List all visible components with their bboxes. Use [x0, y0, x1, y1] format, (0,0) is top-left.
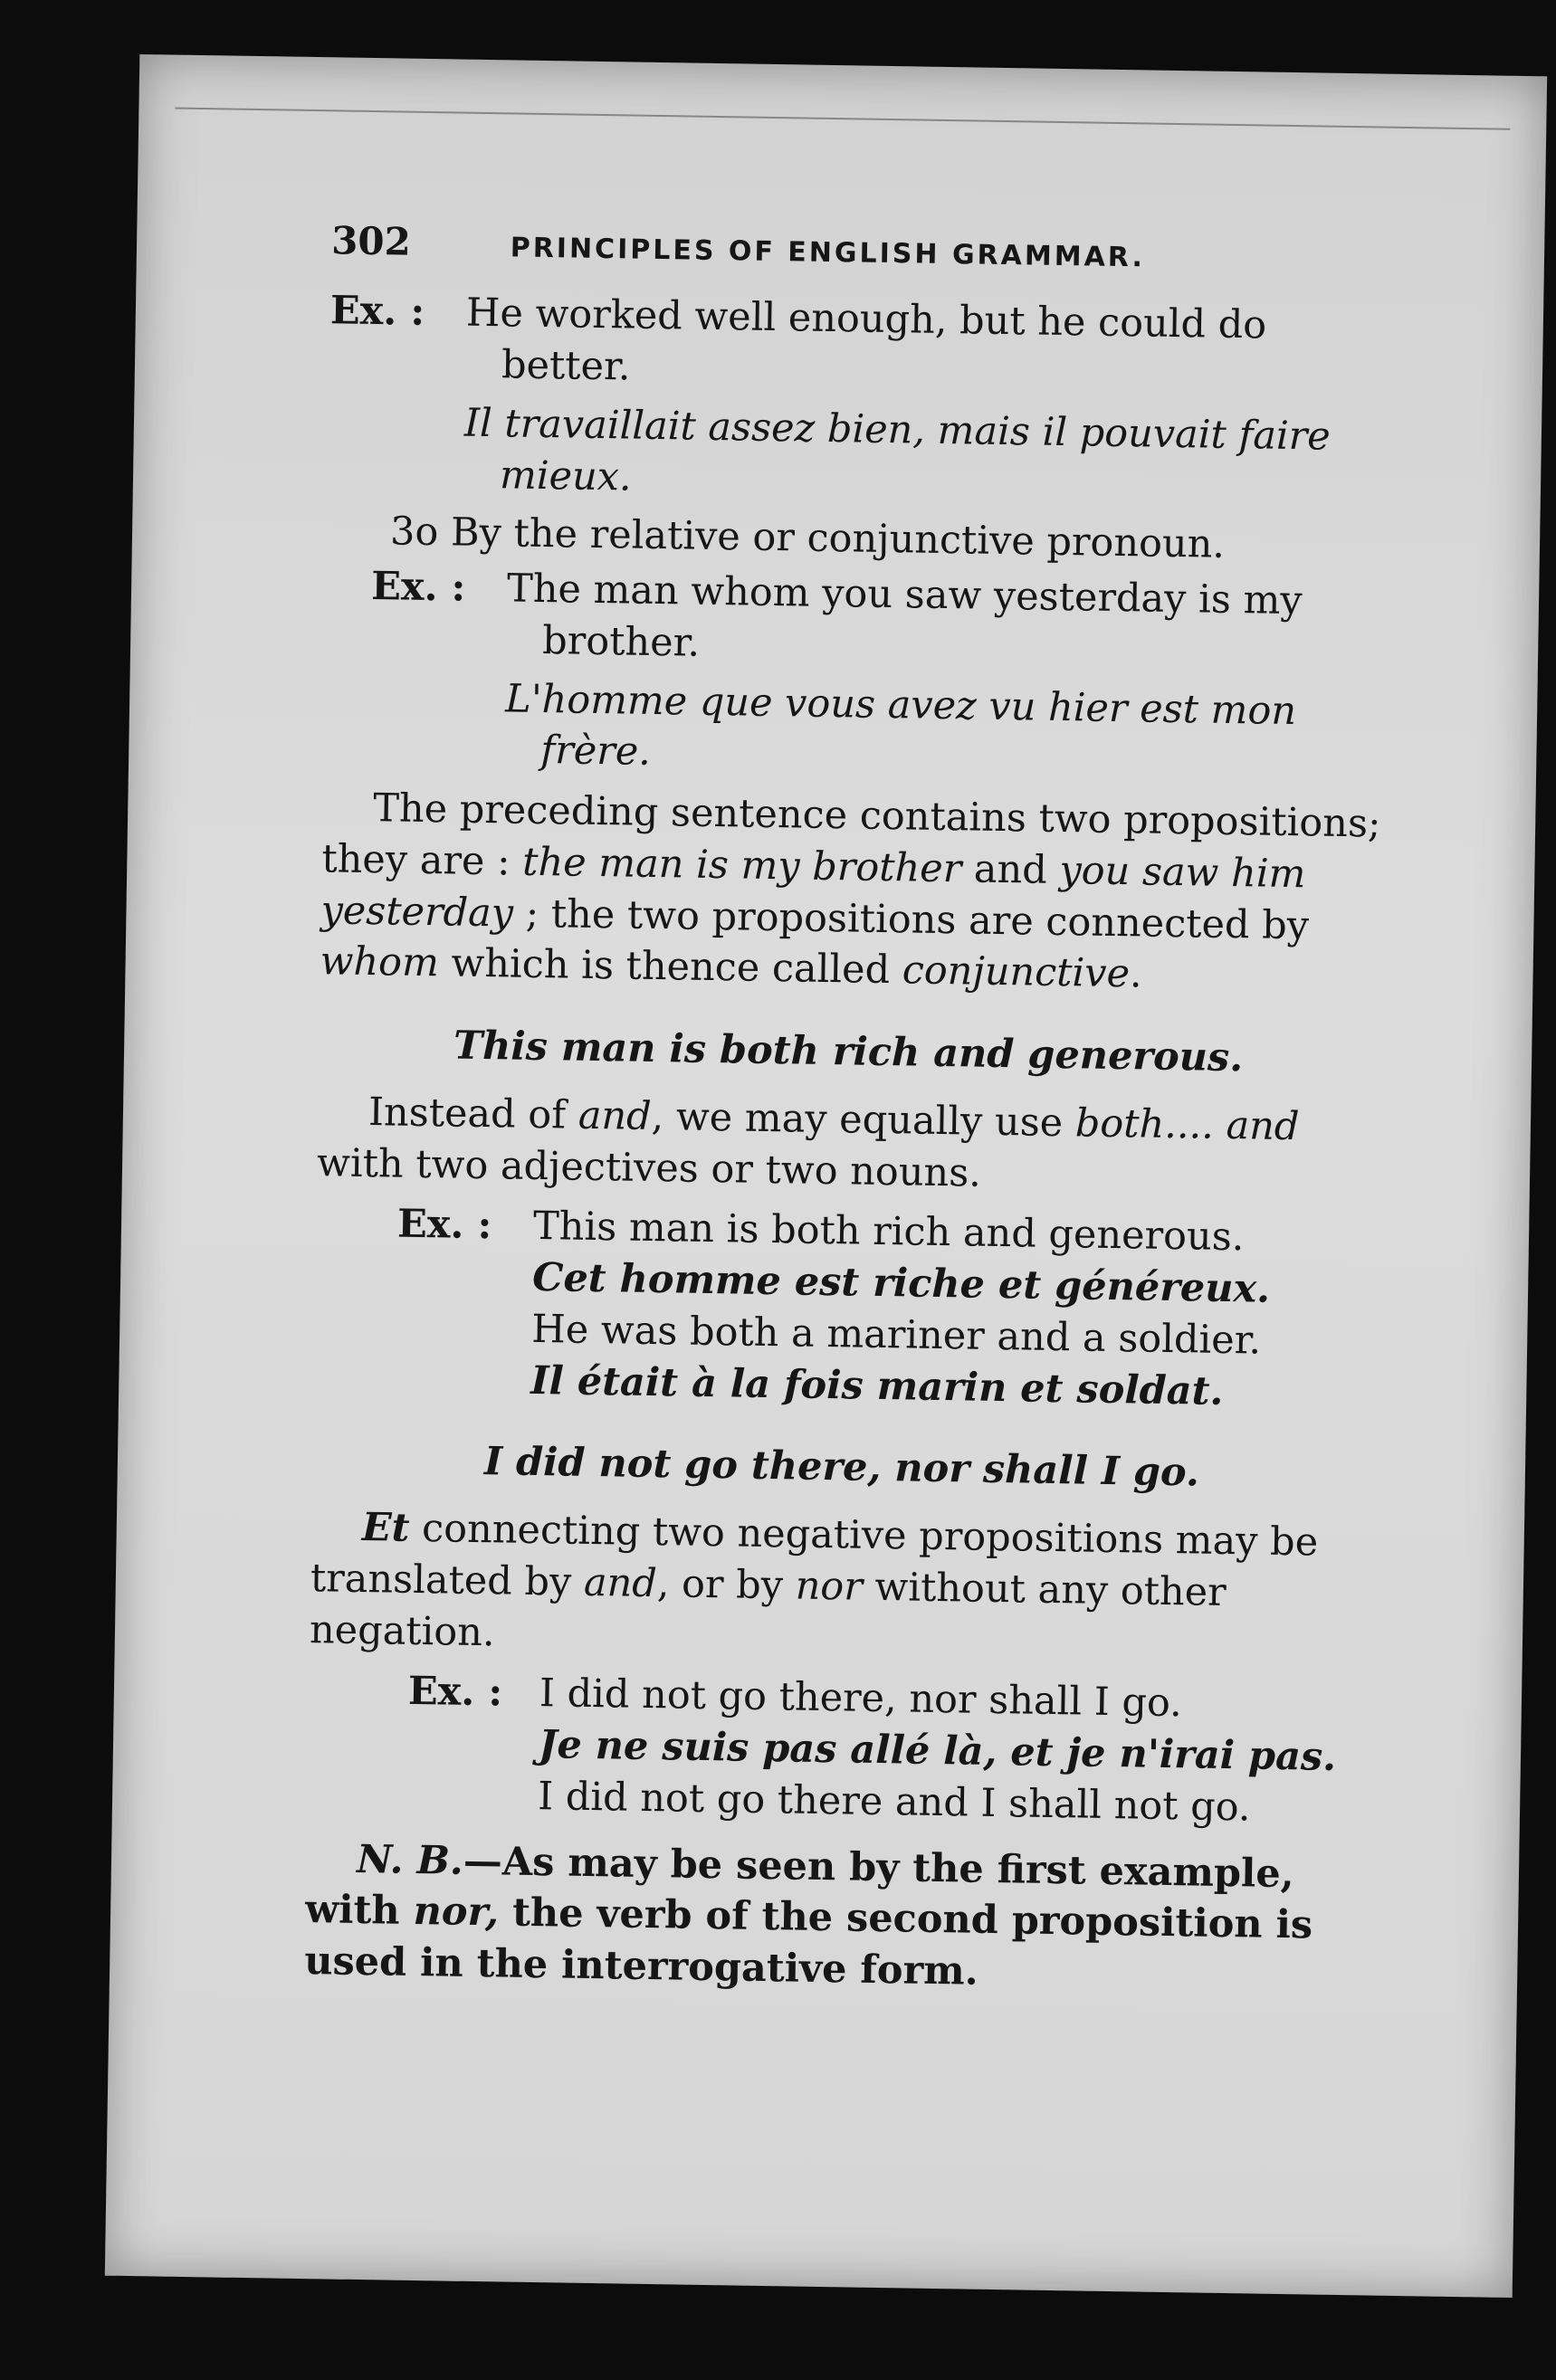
example-block-1	[328, 286, 1390, 515]
running-head: PRINCIPLES OF ENGLISH GRAMMAR.	[510, 232, 1146, 274]
example-label: Ex. :	[396, 1202, 492, 1249]
example-label: Ex. :	[329, 288, 425, 336]
example-french: Je ne suis pas allé là, et je n'irai pas.	[538, 1722, 1337, 1781]
example-block-3	[395, 1199, 1375, 1420]
paragraph-both-and: Instead of and, we may equally use both.... and with two adjectives or two nouns.	[316, 1089, 1300, 1196]
example-english: The man whom you saw yesterday is my brother.	[506, 566, 1303, 666]
top-rule	[175, 108, 1510, 130]
example-english: He was both a mariner and a soldier.	[530, 1306, 1262, 1364]
example-english: I did not go there, nor shall I go.	[539, 1671, 1183, 1727]
nota-bene-paragraph: N. B.—As may be seen by the first example, with nor, the verb of the second proposition is used in the interrogative form.	[303, 1836, 1313, 1994]
paragraph-et-connecting: Et connecting two negative propositions may be translated by and, or by nor without any other negation.	[309, 1505, 1319, 1655]
example-label: Ex. :	[370, 564, 466, 611]
page-number: 302	[330, 218, 412, 264]
point-3: 3o By the relative or conjunctive pronoun.	[389, 509, 1226, 568]
page-header	[331, 215, 1391, 282]
section-heading-nor: I did not go there, nor shall I go.	[483, 1439, 1200, 1496]
example-english: I did not go there and I shall not go.	[537, 1774, 1251, 1831]
page-content	[303, 215, 1390, 2042]
example-label: Ex. :	[407, 1669, 503, 1716]
book-page	[105, 54, 1547, 2298]
section-heading-both-and: This man is both rich and generous.	[453, 1023, 1244, 1081]
example-block-2	[368, 561, 1386, 790]
paragraph-preceding-sentence: The preceding sentence contains two propositions; they are : the man is my brother and you saw him yesterday ; the two propositions are connected by whom which is thence called conjunctive.	[320, 785, 1381, 997]
example-block-4	[406, 1666, 1369, 1835]
example-french: Il travaillait assez bien, mais il pouvait faire mieux.	[463, 400, 1332, 500]
example-french: L'homme que vous avez vu hier est mon frère.	[504, 676, 1297, 776]
example-english: This man is both rich and generous.	[532, 1204, 1245, 1261]
example-french: Cet homme est riche et généreux.	[531, 1255, 1271, 1312]
example-french: Il était à la fois marin et soldat.	[530, 1357, 1224, 1414]
example-english: He worked well enough, but he could do better.	[465, 290, 1267, 390]
